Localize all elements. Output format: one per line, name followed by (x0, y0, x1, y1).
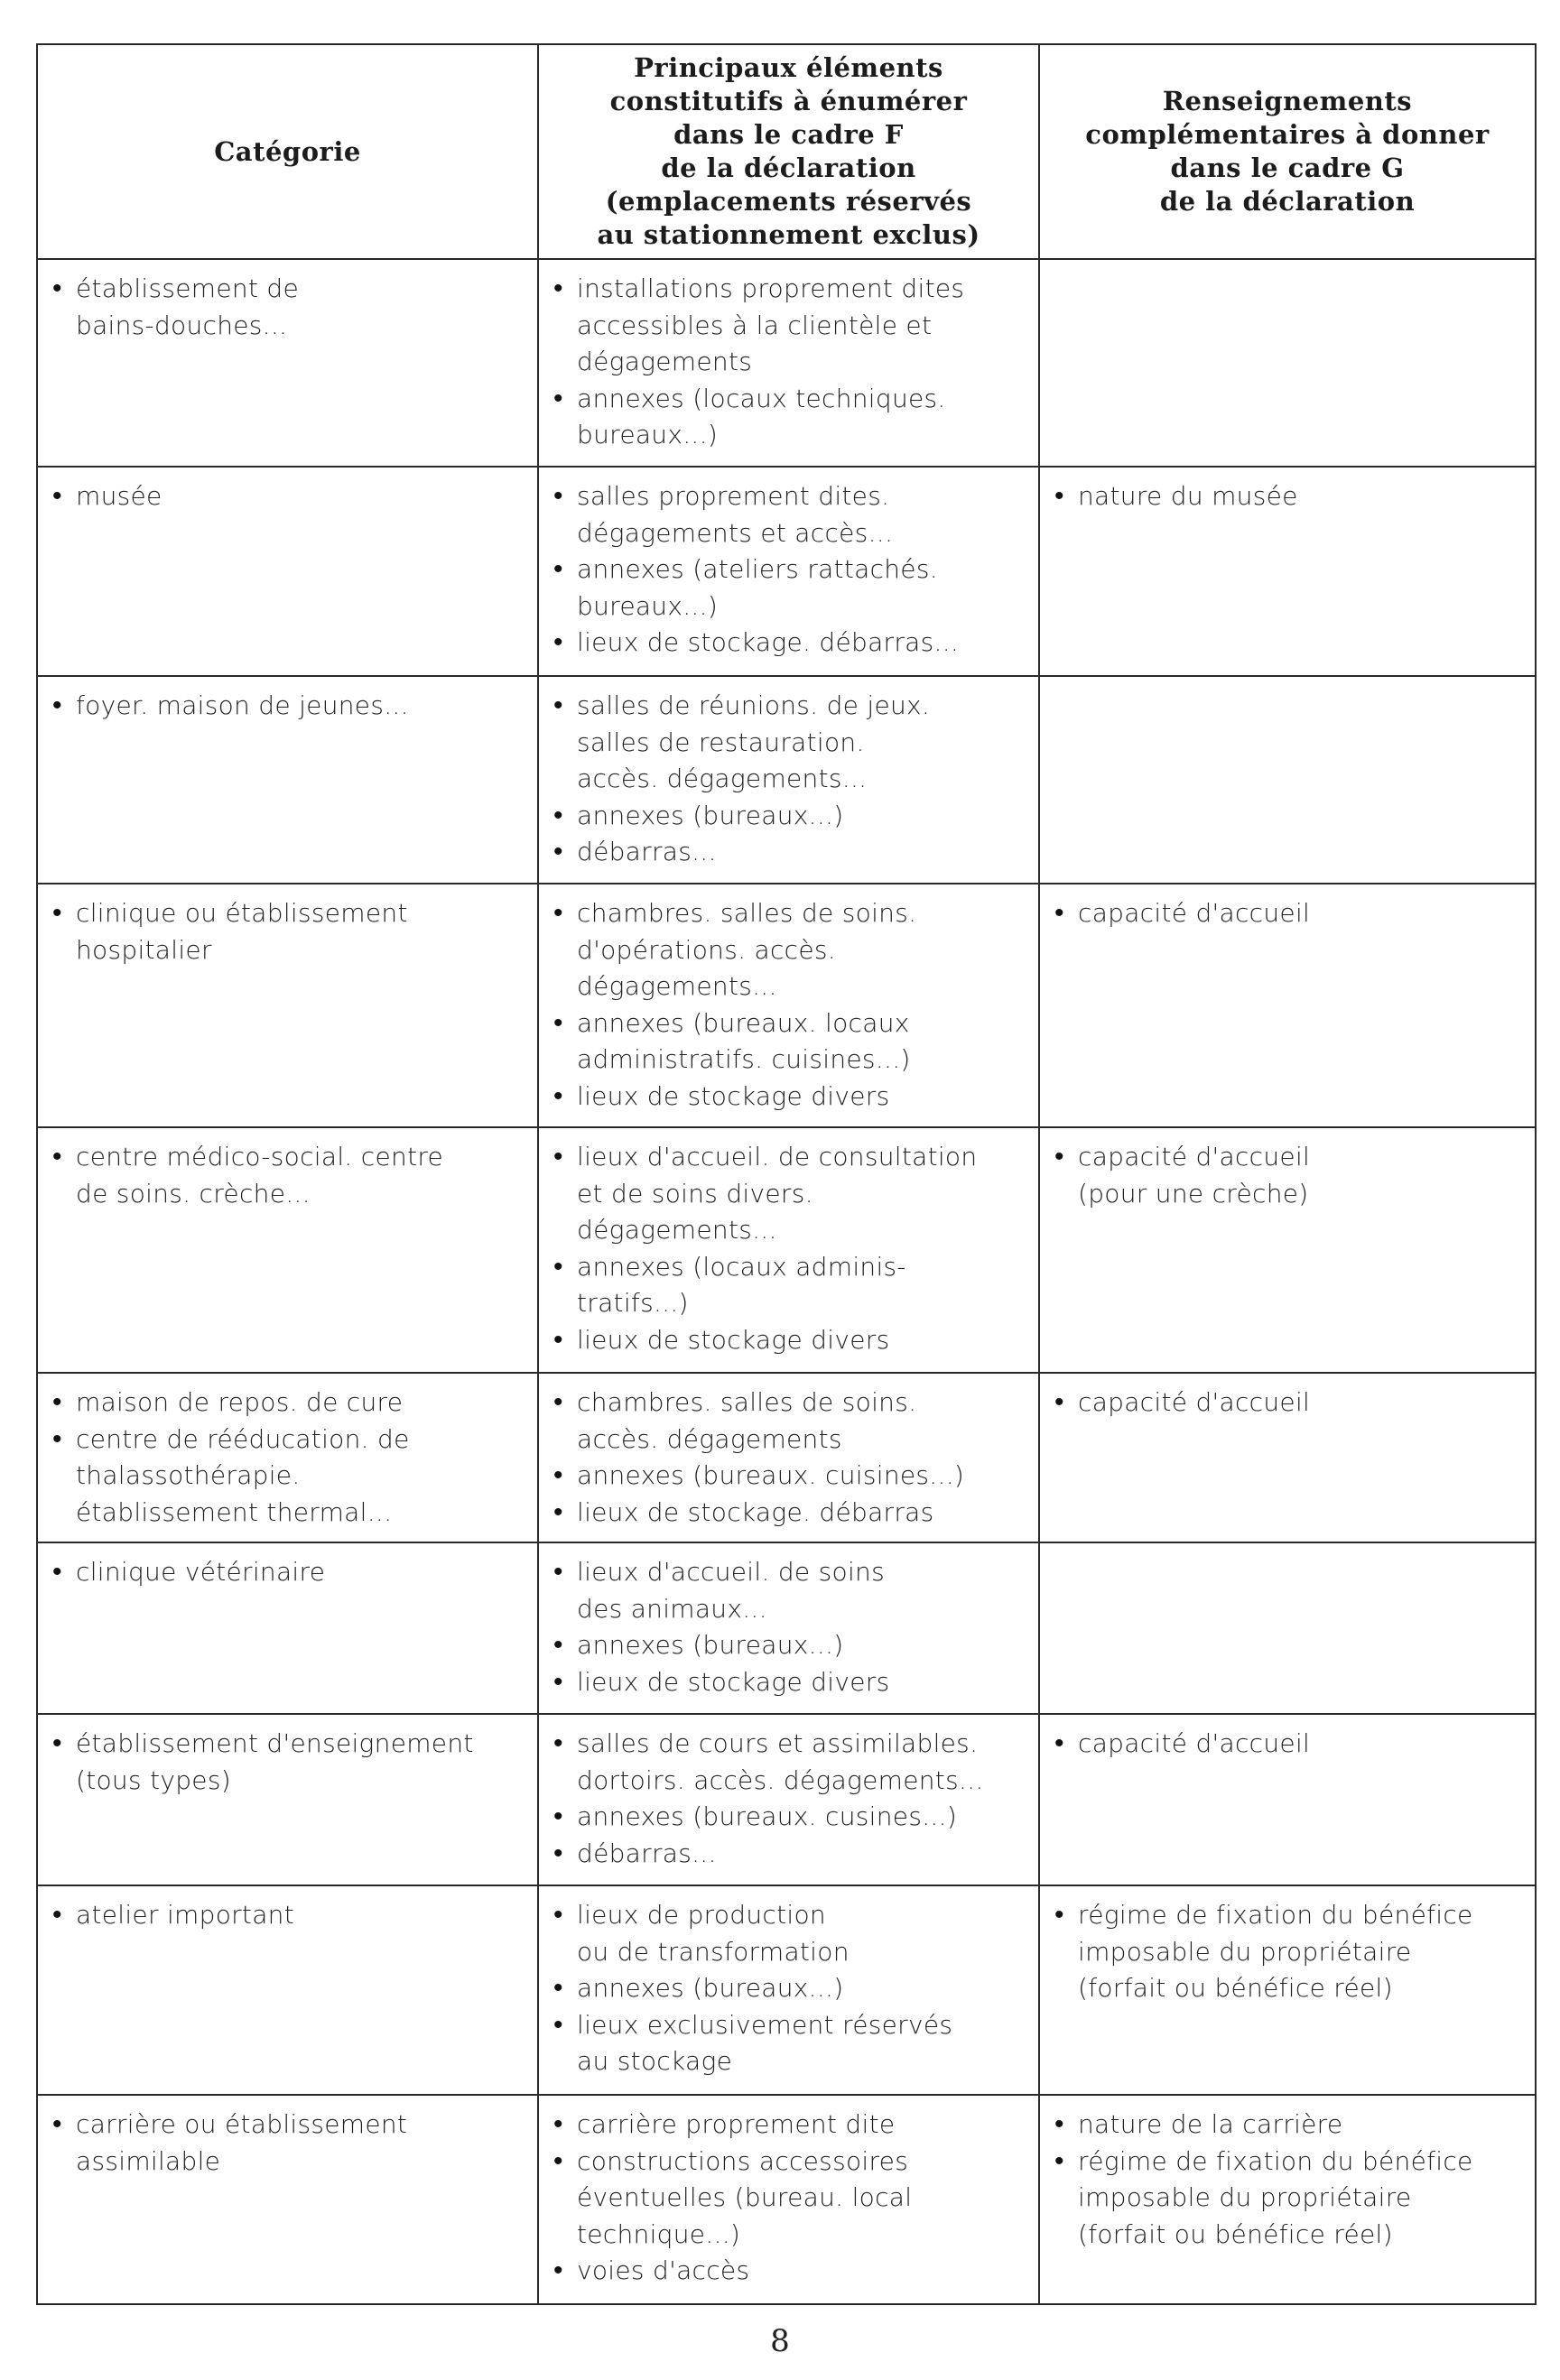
cell-info (1039, 1885, 1536, 2095)
bullet-list (1054, 1897, 1520, 2007)
cell-content (38, 468, 537, 524)
bullet-list (553, 1384, 1024, 1531)
bullet-item: • lieux de stockage divers (553, 1664, 1024, 1701)
bullet-list (1054, 1384, 1520, 1422)
cell-content (38, 1374, 537, 1540)
bullet-item: • musée (52, 478, 523, 515)
cell-info (1039, 1542, 1536, 1714)
cell-elements (538, 884, 1039, 1127)
bullet-list (52, 1554, 523, 1591)
bullet-item: • lieux de stockage. débarras (553, 1495, 1024, 1532)
cell-elements (538, 259, 1039, 467)
cell-content (539, 1543, 1038, 1709)
bullet-list (52, 478, 523, 515)
cell-content (1040, 1886, 1535, 2016)
header-information: Renseignements complémentaires à donner dans le cadre G de la déclaration (1039, 44, 1536, 259)
bullet-item: • salles proprement dites. dégagements et accès... (553, 478, 1024, 551)
bullet-item: • installations proprement dites accessibles à la clientèle et dégagements (553, 271, 1024, 381)
table-row (37, 1373, 1536, 1542)
cell-elements (538, 467, 1039, 676)
bullet-item: • centre médico-social. centre de soins. crèche... (52, 1139, 523, 1212)
table-row (37, 676, 1536, 884)
cell-content (38, 1715, 537, 1808)
bullet-item: • chambres. salles de soins. d'opérations. accès. dégagements... (553, 895, 1024, 1005)
cell-info (1039, 1373, 1536, 1542)
bullet-list (52, 895, 523, 968)
cell-content (539, 677, 1038, 880)
bullet-item: • annexes (bureaux...) (553, 1627, 1024, 1664)
bullet-item: • salles de cours et assimilables. dortoirs. accès. dégagements... (553, 1726, 1024, 1799)
bullet-item: • chambres. salles de soins. accès. dégagements (553, 1384, 1024, 1458)
cell-content (539, 1886, 1038, 2089)
bullet-item: • annexes (ateliers rattachés. bureaux...) (553, 551, 1024, 625)
cell-category (37, 676, 538, 884)
bullet-item: • clinique ou établissement hospitalier (52, 895, 523, 968)
bullet-item: • annexes (bureaux. locaux administratifs. cuisines...) (553, 1005, 1024, 1079)
cell-elements (538, 1373, 1039, 1542)
cell-info (1039, 1127, 1536, 1373)
bullet-item: • capacité d'accueil (1054, 1384, 1520, 1422)
bullet-list (553, 1554, 1024, 1700)
bullet-item: • carrière ou établissement assimilable (52, 2107, 523, 2180)
bullet-item: • annexes (bureaux...) (553, 798, 1024, 835)
bullet-list (52, 1384, 523, 1531)
header-category: Catégorie (37, 44, 538, 259)
cell-content (1040, 1374, 1535, 1431)
bullet-list (52, 2107, 523, 2180)
cell-info (1039, 884, 1536, 1127)
cell-content (539, 1715, 1038, 1881)
bullet-item: • lieux de production ou de transformation (553, 1897, 1024, 1970)
cell-content (38, 2096, 537, 2189)
cell-content (38, 1543, 537, 1600)
cell-category (37, 2095, 538, 2304)
bullet-item: • lieux d'accueil. de soins des animaux... (553, 1554, 1024, 1627)
bullet-item: • lieux de stockage. débarras... (553, 625, 1024, 662)
bullet-item: • clinique vétérinaire (52, 1554, 523, 1591)
bullet-list (52, 271, 523, 344)
cell-content (1040, 2096, 1535, 2262)
cell-content (38, 1128, 537, 1221)
cell-content (539, 884, 1038, 1124)
bullet-item: • atelier important (52, 1897, 523, 1934)
table-row (37, 1127, 1536, 1373)
bullet-item: • carrière proprement dite (553, 2107, 1024, 2144)
cell-content (539, 1374, 1038, 1540)
bullet-item: • lieux d'accueil. de consultation et de soins divers. dégagements... (553, 1139, 1024, 1249)
bullet-item: • constructions accessoires éventuelles (bureau. local technique...) (553, 2144, 1024, 2254)
cell-elements (538, 1714, 1039, 1885)
cell-category (37, 1885, 538, 2095)
table-row (37, 259, 1536, 467)
table-row (37, 1542, 1536, 1714)
cell-content (1040, 884, 1535, 941)
bullet-list (1054, 1139, 1520, 1212)
bullet-item: • établissement d'enseignement (tous types) (52, 1726, 523, 1799)
bullet-list (1054, 2107, 1520, 2253)
cell-content (539, 468, 1038, 671)
cell-category (37, 1542, 538, 1714)
cell-content (1040, 260, 1535, 280)
declaration-table (36, 43, 1537, 2305)
bullet-list (1054, 478, 1520, 515)
bullet-list (553, 1897, 1024, 2080)
cell-elements (538, 1885, 1039, 2095)
cell-content (38, 1886, 537, 1943)
bullet-item: • annexes (bureaux. cusines...) (553, 1799, 1024, 1836)
cell-category (37, 1373, 538, 1542)
cell-content (1040, 677, 1535, 697)
bullet-item: • annexes (bureaux. cuisines...) (553, 1458, 1024, 1495)
bullet-item: • foyer. maison de jeunes... (52, 688, 523, 725)
bullet-list (553, 478, 1024, 662)
cell-info (1039, 1714, 1536, 1885)
cell-category (37, 1714, 538, 1885)
bullet-item: • nature de la carrière (1054, 2107, 1520, 2144)
header-row (37, 44, 1536, 259)
cell-content (1040, 1715, 1535, 1772)
bullet-item: • annexes (bureaux...) (553, 1970, 1024, 2007)
bullet-item: • capacité d'accueil (1054, 1726, 1520, 1763)
table-row (37, 1885, 1536, 2095)
cell-info (1039, 467, 1536, 676)
bullet-item: • voies d'accès (553, 2253, 1024, 2290)
bullet-item: • salles de réunions. de jeux. salles de restauration. accès. dégagements... (553, 688, 1024, 798)
bullet-list (553, 2107, 1024, 2290)
cell-elements (538, 2095, 1039, 2304)
bullet-list (52, 1726, 523, 1799)
cell-elements (538, 1127, 1039, 1373)
table-row (37, 2095, 1536, 2304)
cell-content (38, 884, 537, 977)
bullet-item: • lieux exclusivement réservés au stockage (553, 2007, 1024, 2080)
bullet-item: • centre de rééducation. de thalassothérapie. établissement thermal... (52, 1422, 523, 1532)
cell-elements (538, 676, 1039, 884)
cell-content (1040, 468, 1535, 524)
cell-category (37, 467, 538, 676)
cell-category (37, 1127, 538, 1373)
bullet-item: • débarras... (553, 1836, 1024, 1873)
cell-elements (538, 1542, 1039, 1714)
table-body (37, 259, 1536, 2304)
page-number: 8 (770, 2323, 790, 2359)
bullet-list (553, 1726, 1024, 1872)
header-elements: Principaux éléments constitutifs à énumérer dans le cadre F de la déclaration (emplacements réservés au stationnement exclus) (538, 44, 1039, 259)
table-row (37, 884, 1536, 1127)
cell-content (1040, 1543, 1535, 1563)
bullet-item: • lieux de stockage divers (553, 1322, 1024, 1359)
bullet-item: • régime de fixation du bénéfice imposable du propriétaire (forfait ou bénéfice réel) (1054, 2144, 1520, 2254)
cell-content (38, 260, 537, 353)
cell-info (1039, 2095, 1536, 2304)
bullet-item: • annexes (locaux techniques. bureaux...) (553, 381, 1024, 454)
cell-content (539, 260, 1038, 463)
cell-info (1039, 676, 1536, 884)
bullet-item: • capacité d'accueil (pour une crèche) (1054, 1139, 1520, 1212)
bullet-list (52, 688, 523, 725)
bullet-list (1054, 895, 1520, 932)
bullet-list (52, 1897, 523, 1934)
bullet-item: • maison de repos. de cure (52, 1384, 523, 1422)
bullet-item: • capacité d'accueil (1054, 895, 1520, 932)
bullet-item: • débarras... (553, 834, 1024, 871)
cell-content (38, 677, 537, 734)
cell-content (539, 2096, 1038, 2299)
cell-category (37, 884, 538, 1127)
cell-content (539, 1128, 1038, 1367)
cell-content (1040, 1128, 1535, 1221)
table-row (37, 467, 1536, 676)
cell-info (1039, 259, 1536, 467)
bullet-list (553, 271, 1024, 454)
bullet-list (1054, 1726, 1520, 1763)
cell-category (37, 259, 538, 467)
bullet-item: • nature du musée (1054, 478, 1520, 515)
bullet-item: • établissement de bains-douches... (52, 271, 523, 344)
bullet-item: • annexes (locaux adminis- tratifs...) (553, 1249, 1024, 1322)
bullet-list (553, 688, 1024, 871)
bullet-item: • régime de fixation du bénéfice imposable du propriétaire (forfait ou bénéfice réel) (1054, 1897, 1520, 2007)
bullet-item: • lieux de stockage divers (553, 1079, 1024, 1116)
bullet-list (52, 1139, 523, 1212)
bullet-list (553, 1139, 1024, 1358)
bullet-list (553, 895, 1024, 1115)
table-row (37, 1714, 1536, 1885)
